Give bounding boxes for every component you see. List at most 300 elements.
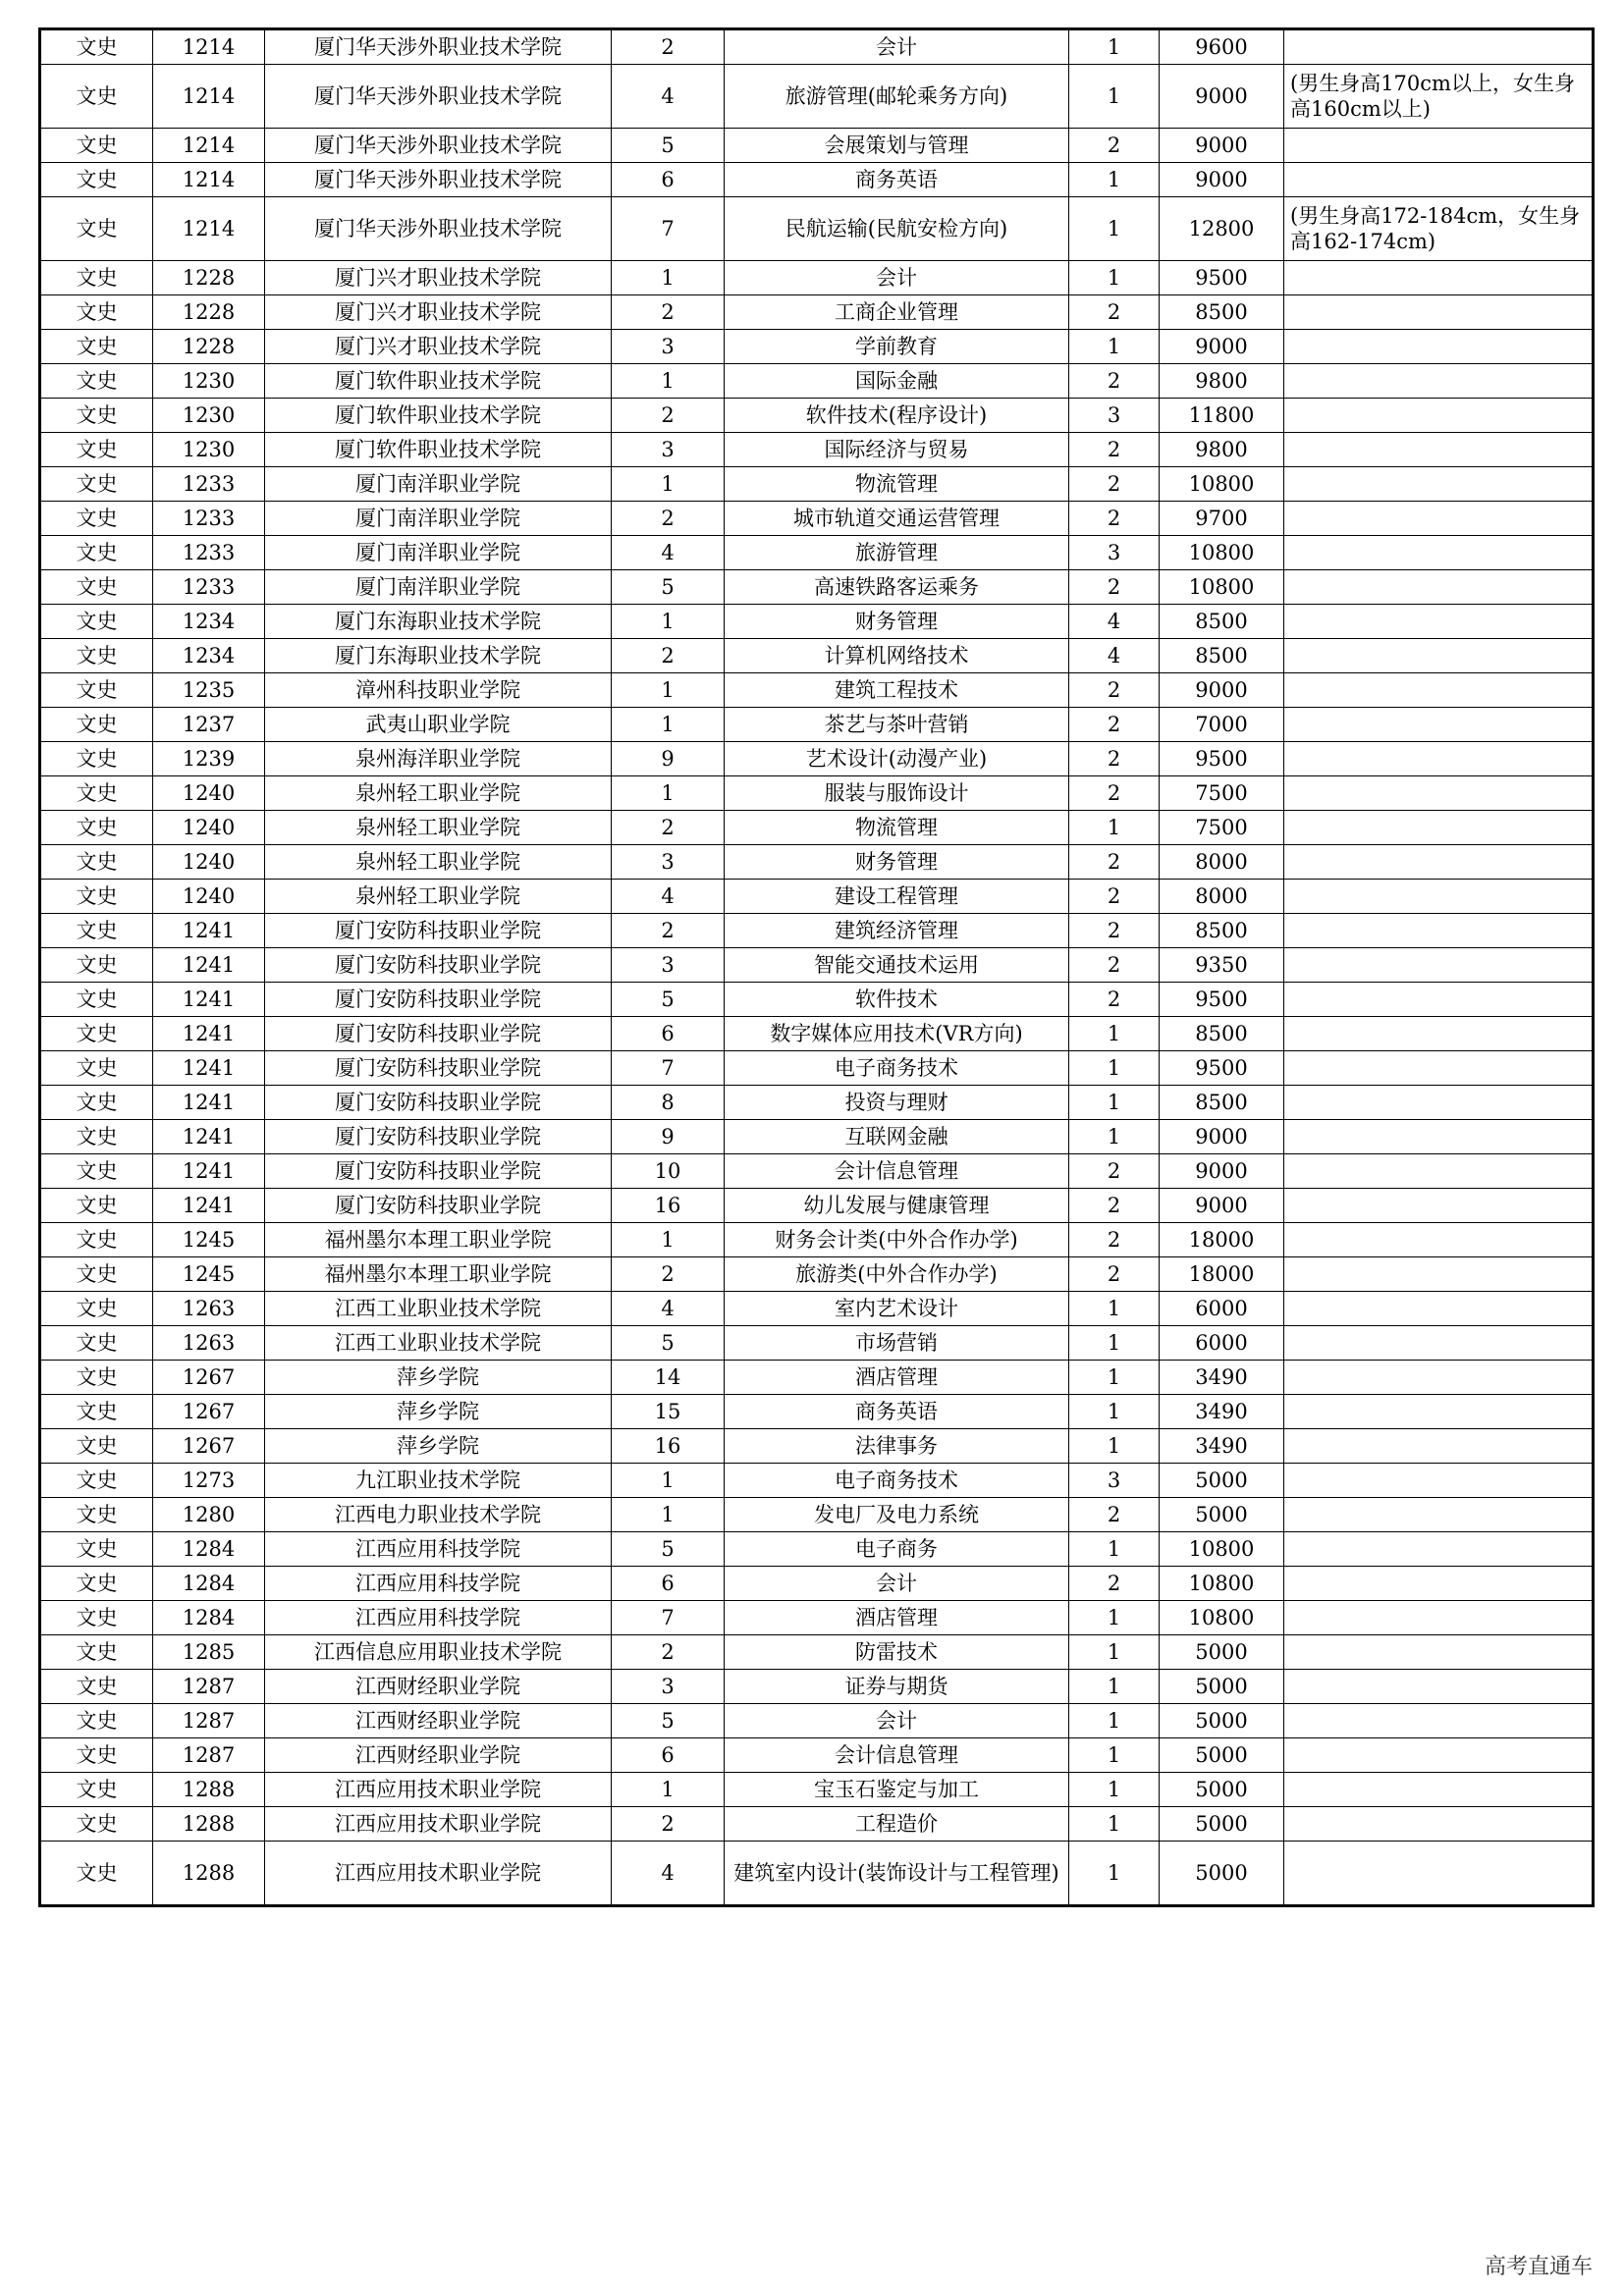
table-row xyxy=(40,1017,1594,1051)
plan-count-cell: 4 xyxy=(1069,639,1160,673)
school-name-cell: 泉州轻工职业学院 xyxy=(265,880,612,914)
tuition-cell: 5000 xyxy=(1160,1842,1284,1906)
note-cell xyxy=(1284,1120,1594,1154)
school-name-cell: 厦门安防科技职业学院 xyxy=(265,1086,612,1120)
major-name-cell: 艺术设计(动漫产业) xyxy=(725,742,1069,776)
category-cell: 文史 xyxy=(40,129,153,163)
major-name-cell: 旅游管理 xyxy=(725,536,1069,570)
major-code-cell: 2 xyxy=(612,1807,725,1842)
major-code-cell: 1 xyxy=(612,776,725,811)
school-code-cell: 1241 xyxy=(153,1189,265,1223)
major-code-cell: 3 xyxy=(612,330,725,364)
school-code-cell: 1287 xyxy=(153,1670,265,1704)
note-cell xyxy=(1284,261,1594,295)
major-code-cell: 1 xyxy=(612,673,725,708)
table-row xyxy=(40,1567,1594,1601)
note-cell xyxy=(1284,433,1594,467)
school-name-cell: 厦门安防科技职业学院 xyxy=(265,1189,612,1223)
school-name-cell: 江西应用技术职业学院 xyxy=(265,1773,612,1807)
plan-count-cell: 2 xyxy=(1069,502,1160,536)
major-code-cell: 2 xyxy=(612,811,725,845)
tuition-cell: 18000 xyxy=(1160,1257,1284,1292)
note-cell xyxy=(1284,1464,1594,1498)
note-cell: (男生身高170cm以上，女生身高160cm以上) xyxy=(1284,65,1594,129)
school-code-cell: 1245 xyxy=(153,1223,265,1257)
table-row xyxy=(40,1257,1594,1292)
tuition-cell: 9000 xyxy=(1160,1189,1284,1223)
school-code-cell: 1241 xyxy=(153,948,265,983)
school-code-cell: 1214 xyxy=(153,163,265,197)
table-row xyxy=(40,163,1594,197)
major-name-cell: 证券与期货 xyxy=(725,1670,1069,1704)
category-cell: 文史 xyxy=(40,364,153,399)
plan-count-cell: 2 xyxy=(1069,1189,1160,1223)
plan-count-cell: 1 xyxy=(1069,29,1160,65)
table-row xyxy=(40,1051,1594,1086)
school-name-cell: 厦门安防科技职业学院 xyxy=(265,914,612,948)
school-code-cell: 1288 xyxy=(153,1773,265,1807)
plan-count-cell: 4 xyxy=(1069,605,1160,639)
table-row xyxy=(40,708,1594,742)
note-cell xyxy=(1284,1807,1594,1842)
category-cell: 文史 xyxy=(40,502,153,536)
plan-count-cell: 2 xyxy=(1069,295,1160,330)
school-name-cell: 厦门安防科技职业学院 xyxy=(265,1051,612,1086)
school-code-cell: 1245 xyxy=(153,1257,265,1292)
tuition-cell: 3490 xyxy=(1160,1395,1284,1429)
note-cell xyxy=(1284,605,1594,639)
category-cell: 文史 xyxy=(40,639,153,673)
major-code-cell: 4 xyxy=(612,880,725,914)
category-cell: 文史 xyxy=(40,845,153,880)
category-cell: 文史 xyxy=(40,1773,153,1807)
school-name-cell: 厦门华天涉外职业技术学院 xyxy=(265,65,612,129)
major-code-cell: 3 xyxy=(612,1670,725,1704)
major-name-cell: 会计 xyxy=(725,261,1069,295)
category-cell: 文史 xyxy=(40,914,153,948)
major-code-cell: 2 xyxy=(612,1635,725,1670)
tuition-cell: 5000 xyxy=(1160,1807,1284,1842)
school-name-cell: 厦门南洋职业学院 xyxy=(265,570,612,605)
major-code-cell: 14 xyxy=(612,1361,725,1395)
table-row xyxy=(40,129,1594,163)
school-name-cell: 江西工业职业技术学院 xyxy=(265,1292,612,1326)
major-name-cell: 建筑经济管理 xyxy=(725,914,1069,948)
tuition-cell: 9000 xyxy=(1160,65,1284,129)
plan-count-cell: 1 xyxy=(1069,1326,1160,1361)
category-cell: 文史 xyxy=(40,708,153,742)
plan-count-cell: 1 xyxy=(1069,1635,1160,1670)
category-cell: 文史 xyxy=(40,1464,153,1498)
major-code-cell: 1 xyxy=(612,467,725,502)
category-cell: 文史 xyxy=(40,261,153,295)
tuition-cell: 10800 xyxy=(1160,1601,1284,1635)
category-cell: 文史 xyxy=(40,1842,153,1906)
note-cell xyxy=(1284,163,1594,197)
school-code-cell: 1267 xyxy=(153,1429,265,1464)
tuition-cell: 10800 xyxy=(1160,570,1284,605)
tuition-cell: 8500 xyxy=(1160,639,1284,673)
note-cell xyxy=(1284,1635,1594,1670)
plan-count-cell: 2 xyxy=(1069,983,1160,1017)
table-row xyxy=(40,1532,1594,1567)
school-code-cell: 1263 xyxy=(153,1326,265,1361)
plan-count-cell: 1 xyxy=(1069,1361,1160,1395)
school-name-cell: 厦门南洋职业学院 xyxy=(265,502,612,536)
category-cell: 文史 xyxy=(40,983,153,1017)
tuition-cell: 5000 xyxy=(1160,1498,1284,1532)
plan-count-cell: 2 xyxy=(1069,364,1160,399)
major-name-cell: 幼儿发展与健康管理 xyxy=(725,1189,1069,1223)
major-code-cell: 6 xyxy=(612,1017,725,1051)
table-row xyxy=(40,914,1594,948)
tuition-cell: 5000 xyxy=(1160,1773,1284,1807)
school-code-cell: 1287 xyxy=(153,1738,265,1773)
school-name-cell: 泉州轻工职业学院 xyxy=(265,845,612,880)
school-name-cell: 厦门华天涉外职业技术学院 xyxy=(265,163,612,197)
table-row xyxy=(40,330,1594,364)
school-name-cell: 江西应用科技学院 xyxy=(265,1601,612,1635)
plan-count-cell: 2 xyxy=(1069,433,1160,467)
table-row xyxy=(40,261,1594,295)
school-name-cell: 泉州轻工职业学院 xyxy=(265,776,612,811)
category-cell: 文史 xyxy=(40,1738,153,1773)
school-name-cell: 泉州海洋职业学院 xyxy=(265,742,612,776)
table-row xyxy=(40,742,1594,776)
note-cell xyxy=(1284,1154,1594,1189)
major-code-cell: 4 xyxy=(612,536,725,570)
note-cell xyxy=(1284,914,1594,948)
major-name-cell: 茶艺与茶叶营销 xyxy=(725,708,1069,742)
category-cell: 文史 xyxy=(40,811,153,845)
school-name-cell: 厦门软件职业技术学院 xyxy=(265,433,612,467)
category-cell: 文史 xyxy=(40,1292,153,1326)
plan-count-cell: 2 xyxy=(1069,570,1160,605)
category-cell: 文史 xyxy=(40,1635,153,1670)
school-code-cell: 1241 xyxy=(153,914,265,948)
school-code-cell: 1241 xyxy=(153,1154,265,1189)
plan-count-cell: 2 xyxy=(1069,845,1160,880)
note-cell xyxy=(1284,295,1594,330)
plan-count-cell: 2 xyxy=(1069,742,1160,776)
note-cell xyxy=(1284,1429,1594,1464)
plan-count-cell: 3 xyxy=(1069,536,1160,570)
school-name-cell: 江西工业职业技术学院 xyxy=(265,1326,612,1361)
tuition-cell: 9500 xyxy=(1160,261,1284,295)
major-code-cell: 2 xyxy=(612,502,725,536)
tuition-cell: 5000 xyxy=(1160,1704,1284,1738)
school-name-cell: 九江职业技术学院 xyxy=(265,1464,612,1498)
category-cell: 文史 xyxy=(40,1017,153,1051)
school-code-cell: 1214 xyxy=(153,197,265,261)
note-cell xyxy=(1284,742,1594,776)
table-row xyxy=(40,1189,1594,1223)
major-code-cell: 6 xyxy=(612,1567,725,1601)
note-cell xyxy=(1284,948,1594,983)
major-name-cell: 会展策划与管理 xyxy=(725,129,1069,163)
major-name-cell: 国际金融 xyxy=(725,364,1069,399)
category-cell: 文史 xyxy=(40,1120,153,1154)
major-name-cell: 会计 xyxy=(725,1567,1069,1601)
major-name-cell: 软件技术 xyxy=(725,983,1069,1017)
note-cell xyxy=(1284,1704,1594,1738)
note-cell xyxy=(1284,1601,1594,1635)
table-row xyxy=(40,29,1594,65)
note-cell xyxy=(1284,502,1594,536)
school-code-cell: 1228 xyxy=(153,261,265,295)
school-code-cell: 1228 xyxy=(153,330,265,364)
category-cell: 文史 xyxy=(40,1223,153,1257)
tuition-cell: 7500 xyxy=(1160,776,1284,811)
major-name-cell: 会计 xyxy=(725,1704,1069,1738)
plan-count-cell: 1 xyxy=(1069,1429,1160,1464)
tuition-cell: 5000 xyxy=(1160,1670,1284,1704)
plan-count-cell: 1 xyxy=(1069,1807,1160,1842)
enrollment-table xyxy=(38,27,1595,1907)
plan-count-cell: 1 xyxy=(1069,1532,1160,1567)
school-name-cell: 江西电力职业技术学院 xyxy=(265,1498,612,1532)
plan-count-cell: 2 xyxy=(1069,1498,1160,1532)
plan-count-cell: 2 xyxy=(1069,708,1160,742)
major-name-cell: 酒店管理 xyxy=(725,1601,1069,1635)
category-cell: 文史 xyxy=(40,399,153,433)
major-name-cell: 物流管理 xyxy=(725,467,1069,502)
school-code-cell: 1284 xyxy=(153,1601,265,1635)
table-row xyxy=(40,1807,1594,1842)
major-code-cell: 16 xyxy=(612,1189,725,1223)
major-name-cell: 财务管理 xyxy=(725,605,1069,639)
school-name-cell: 江西财经职业学院 xyxy=(265,1670,612,1704)
plan-count-cell: 1 xyxy=(1069,65,1160,129)
major-code-cell: 4 xyxy=(612,1292,725,1326)
major-code-cell: 8 xyxy=(612,1086,725,1120)
note-cell xyxy=(1284,1842,1594,1906)
school-name-cell: 厦门安防科技职业学院 xyxy=(265,983,612,1017)
school-name-cell: 福州墨尔本理工职业学院 xyxy=(265,1223,612,1257)
school-name-cell: 厦门安防科技职业学院 xyxy=(265,1120,612,1154)
plan-count-cell: 1 xyxy=(1069,1051,1160,1086)
major-code-cell: 5 xyxy=(612,1532,725,1567)
major-name-cell: 投资与理财 xyxy=(725,1086,1069,1120)
note-cell xyxy=(1284,1223,1594,1257)
tuition-cell: 9000 xyxy=(1160,129,1284,163)
table-row xyxy=(40,467,1594,502)
major-name-cell: 商务英语 xyxy=(725,163,1069,197)
plan-count-cell: 2 xyxy=(1069,776,1160,811)
school-code-cell: 1284 xyxy=(153,1532,265,1567)
school-code-cell: 1287 xyxy=(153,1704,265,1738)
tuition-cell: 10800 xyxy=(1160,1567,1284,1601)
note-cell xyxy=(1284,1051,1594,1086)
major-code-cell: 7 xyxy=(612,1051,725,1086)
major-code-cell: 7 xyxy=(612,197,725,261)
school-name-cell: 江西信息应用职业技术学院 xyxy=(265,1635,612,1670)
table-row xyxy=(40,673,1594,708)
plan-count-cell: 3 xyxy=(1069,399,1160,433)
major-name-cell: 物流管理 xyxy=(725,811,1069,845)
tuition-cell: 8000 xyxy=(1160,845,1284,880)
plan-count-cell: 1 xyxy=(1069,1120,1160,1154)
school-code-cell: 1240 xyxy=(153,880,265,914)
major-code-cell: 7 xyxy=(612,1601,725,1635)
plan-count-cell: 1 xyxy=(1069,1017,1160,1051)
category-cell: 文史 xyxy=(40,1189,153,1223)
tuition-cell: 3490 xyxy=(1160,1361,1284,1395)
plan-count-cell: 1 xyxy=(1069,1086,1160,1120)
note-cell xyxy=(1284,1738,1594,1773)
plan-count-cell: 1 xyxy=(1069,197,1160,261)
tuition-cell: 10800 xyxy=(1160,536,1284,570)
category-cell: 文史 xyxy=(40,163,153,197)
table-row xyxy=(40,948,1594,983)
note-cell xyxy=(1284,1670,1594,1704)
table-row xyxy=(40,845,1594,880)
category-cell: 文史 xyxy=(40,1051,153,1086)
plan-count-cell: 1 xyxy=(1069,1292,1160,1326)
school-code-cell: 1239 xyxy=(153,742,265,776)
major-code-cell: 5 xyxy=(612,570,725,605)
category-cell: 文史 xyxy=(40,1704,153,1738)
note-cell xyxy=(1284,1017,1594,1051)
table-row xyxy=(40,536,1594,570)
category-cell: 文史 xyxy=(40,197,153,261)
category-cell: 文史 xyxy=(40,330,153,364)
major-name-cell: 电子商务 xyxy=(725,1532,1069,1567)
table-row xyxy=(40,433,1594,467)
major-name-cell: 发电厂及电力系统 xyxy=(725,1498,1069,1532)
plan-count-cell: 1 xyxy=(1069,163,1160,197)
note-cell xyxy=(1284,1326,1594,1361)
category-cell: 文史 xyxy=(40,776,153,811)
major-code-cell: 2 xyxy=(612,639,725,673)
major-code-cell: 2 xyxy=(612,1257,725,1292)
major-code-cell: 5 xyxy=(612,129,725,163)
tuition-cell: 6000 xyxy=(1160,1292,1284,1326)
major-code-cell: 2 xyxy=(612,29,725,65)
major-name-cell: 财务管理 xyxy=(725,845,1069,880)
school-code-cell: 1230 xyxy=(153,433,265,467)
plan-count-cell: 2 xyxy=(1069,914,1160,948)
tuition-cell: 6000 xyxy=(1160,1326,1284,1361)
school-code-cell: 1241 xyxy=(153,1120,265,1154)
school-name-cell: 江西应用科技学院 xyxy=(265,1532,612,1567)
table-row xyxy=(40,1464,1594,1498)
major-name-cell: 计算机网络技术 xyxy=(725,639,1069,673)
plan-count-cell: 2 xyxy=(1069,1154,1160,1189)
school-code-cell: 1228 xyxy=(153,295,265,330)
major-name-cell: 建筑工程技术 xyxy=(725,673,1069,708)
note-cell xyxy=(1284,639,1594,673)
note-cell xyxy=(1284,811,1594,845)
note-cell xyxy=(1284,364,1594,399)
category-cell: 文史 xyxy=(40,1361,153,1395)
plan-count-cell: 1 xyxy=(1069,1738,1160,1773)
table-row xyxy=(40,1498,1594,1532)
table-row xyxy=(40,1154,1594,1189)
tuition-cell: 8500 xyxy=(1160,295,1284,330)
note-cell xyxy=(1284,673,1594,708)
major-code-cell: 5 xyxy=(612,1326,725,1361)
tuition-cell: 3490 xyxy=(1160,1429,1284,1464)
plan-count-cell: 2 xyxy=(1069,948,1160,983)
table-row xyxy=(40,983,1594,1017)
school-code-cell: 1233 xyxy=(153,570,265,605)
plan-count-cell: 1 xyxy=(1069,1395,1160,1429)
school-name-cell: 厦门华天涉外职业技术学院 xyxy=(265,129,612,163)
major-name-cell: 宝玉石鉴定与加工 xyxy=(725,1773,1069,1807)
school-code-cell: 1284 xyxy=(153,1567,265,1601)
major-name-cell: 防雷技术 xyxy=(725,1635,1069,1670)
tuition-cell: 9000 xyxy=(1160,1120,1284,1154)
major-code-cell: 1 xyxy=(612,605,725,639)
note-cell xyxy=(1284,1532,1594,1567)
tuition-cell: 9350 xyxy=(1160,948,1284,983)
school-name-cell: 厦门安防科技职业学院 xyxy=(265,948,612,983)
school-name-cell: 漳州科技职业学院 xyxy=(265,673,612,708)
category-cell: 文史 xyxy=(40,536,153,570)
tuition-cell: 5000 xyxy=(1160,1464,1284,1498)
table-row xyxy=(40,1738,1594,1773)
school-code-cell: 1235 xyxy=(153,673,265,708)
plan-count-cell: 1 xyxy=(1069,1670,1160,1704)
major-name-cell: 会计信息管理 xyxy=(725,1738,1069,1773)
category-cell: 文史 xyxy=(40,673,153,708)
category-cell: 文史 xyxy=(40,742,153,776)
major-name-cell: 建设工程管理 xyxy=(725,880,1069,914)
school-code-cell: 1214 xyxy=(153,65,265,129)
school-name-cell: 厦门南洋职业学院 xyxy=(265,467,612,502)
category-cell: 文史 xyxy=(40,1670,153,1704)
tuition-cell: 9800 xyxy=(1160,364,1284,399)
table-row xyxy=(40,1223,1594,1257)
table-row xyxy=(40,776,1594,811)
tuition-cell: 9700 xyxy=(1160,502,1284,536)
major-name-cell: 互联网金融 xyxy=(725,1120,1069,1154)
table-row xyxy=(40,880,1594,914)
major-name-cell: 工程造价 xyxy=(725,1807,1069,1842)
school-name-cell: 厦门软件职业技术学院 xyxy=(265,364,612,399)
table-row xyxy=(40,570,1594,605)
plan-count-cell: 3 xyxy=(1069,1464,1160,1498)
category-cell: 文史 xyxy=(40,1601,153,1635)
note-cell xyxy=(1284,1773,1594,1807)
major-name-cell: 建筑室内设计(装饰设计与工程管理) xyxy=(725,1842,1069,1906)
plan-count-cell: 2 xyxy=(1069,129,1160,163)
major-code-cell: 5 xyxy=(612,983,725,1017)
major-code-cell: 3 xyxy=(612,845,725,880)
school-code-cell: 1241 xyxy=(153,983,265,1017)
category-cell: 文史 xyxy=(40,1257,153,1292)
school-code-cell: 1233 xyxy=(153,536,265,570)
plan-count-cell: 2 xyxy=(1069,1567,1160,1601)
note-cell xyxy=(1284,536,1594,570)
school-name-cell: 江西财经职业学院 xyxy=(265,1738,612,1773)
school-code-cell: 1240 xyxy=(153,811,265,845)
table-body xyxy=(40,29,1594,1906)
category-cell: 文史 xyxy=(40,1395,153,1429)
school-code-cell: 1267 xyxy=(153,1361,265,1395)
category-cell: 文史 xyxy=(40,570,153,605)
tuition-cell: 9000 xyxy=(1160,330,1284,364)
plan-count-cell: 1 xyxy=(1069,1704,1160,1738)
table-row xyxy=(40,1601,1594,1635)
school-code-cell: 1230 xyxy=(153,399,265,433)
note-cell xyxy=(1284,776,1594,811)
major-code-cell: 6 xyxy=(612,1738,725,1773)
school-code-cell: 1233 xyxy=(153,467,265,502)
school-name-cell: 江西应用科技学院 xyxy=(265,1567,612,1601)
major-name-cell: 学前教育 xyxy=(725,330,1069,364)
